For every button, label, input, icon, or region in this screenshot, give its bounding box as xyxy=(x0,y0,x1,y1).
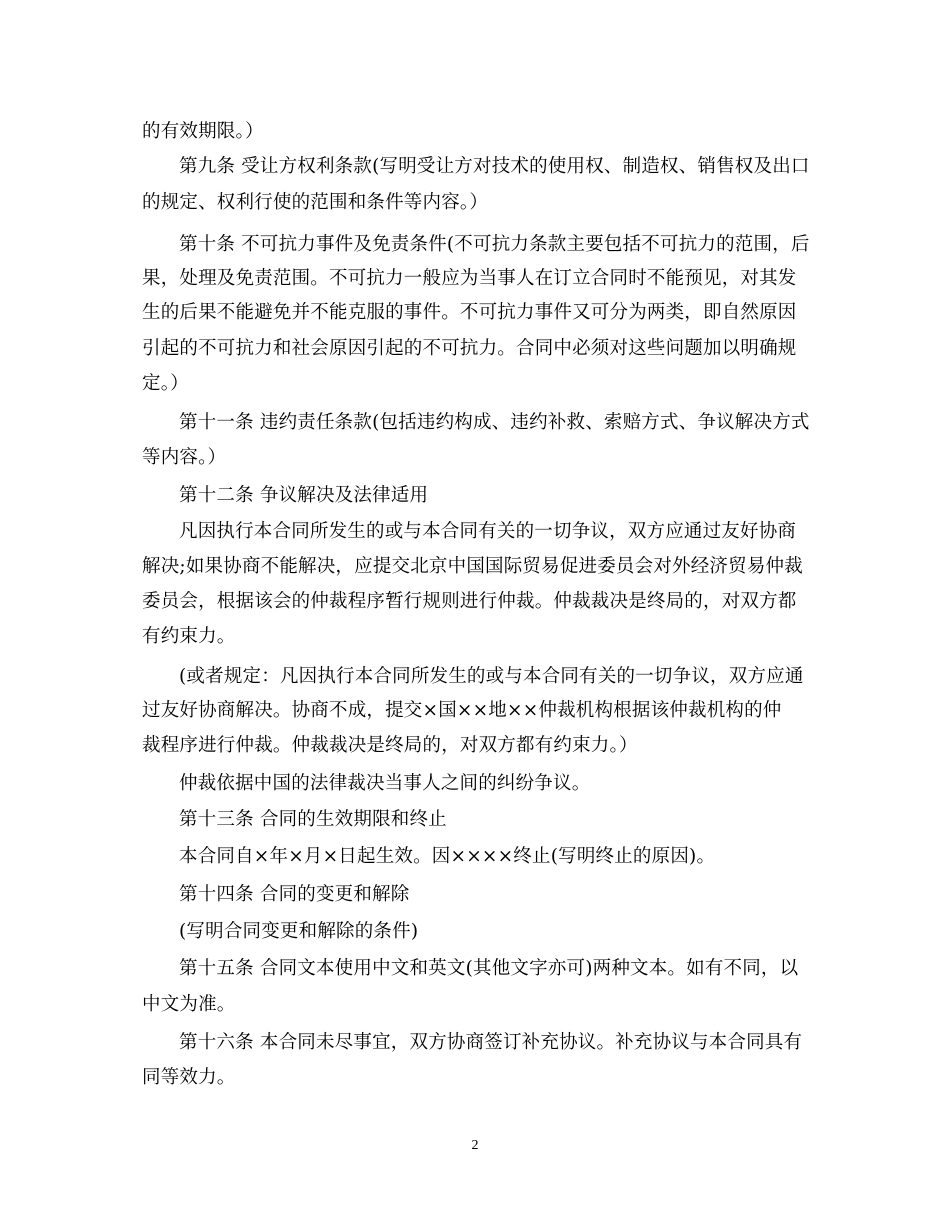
text-line: 等内容。） xyxy=(142,447,227,468)
text-line: 本合同自×年×月×日起生效。因××××终止(写明终止的原因)。 xyxy=(179,846,716,867)
text-line: 第十条 不可抗力事件及免责条件(不可抗力条款主要包括不可抗力的范围，后 xyxy=(179,234,810,255)
text-line: 凡因执行本合同所发生的或与本合同有关的一切争议，双方应通过友好协商 xyxy=(179,521,797,542)
text-line: 第十一条 违约责任条款(包括违约构成、违约补救、索赔方式、争议解决方式 xyxy=(179,412,810,433)
text-line: 引起的不可抗力和社会原因引起的不可抗力。合同中必须对这些问题加以明确规 xyxy=(142,338,797,359)
text-line: 生的后果不能避免并不能克服的事件。不可抗力事件又可分为两类，即自然原因 xyxy=(142,302,797,323)
text-line: (或者规定：凡因执行本合同所发生的或与本合同有关的一切争议，双方应通 xyxy=(179,666,804,687)
text-line: 的规定、权利行使的范围和条件等内容。） xyxy=(142,192,489,213)
text-line: 第十二条 争议解决及法律适用 xyxy=(179,485,429,506)
text-line: 仲裁依据中国的法律裁决当事人之间的纠纷争议。 xyxy=(179,773,591,794)
text-line: 第十四条 合同的变更和解除 xyxy=(179,884,410,905)
text-line: 定。） xyxy=(142,373,189,394)
text-line: 委员会，根据该会的仲裁程序暂行规则进行仲裁。仲裁裁决是终局的，对双方都 xyxy=(142,591,797,612)
text-line: 第十六条 本合同未尽事宜，双方协商签订补充协议。补充协议与本合同具有 xyxy=(179,1032,803,1053)
text-line: 第十五条 合同文本使用中文和英文(其他文字亦可)两种文本。如有不同，以 xyxy=(179,958,799,979)
text-line: 过友好协商解决。协商不成，提交×国××地××仲裁机构根据该仲裁机构的仲 xyxy=(142,700,782,721)
text-line: 的有效期限。） xyxy=(142,121,264,142)
text-line: 第九条 受让方权利条款(写明受让方对技术的使用权、制造权、销售权及出口 xyxy=(179,156,810,177)
text-line: 果，处理及免责范围。不可抗力一般应为当事人在订立合同时不能预见，对其发 xyxy=(142,268,797,289)
text-line: 裁程序进行仲裁。仲裁裁决是终局的，对双方都有约束力。） xyxy=(142,735,638,756)
text-line: 解决;如果协商不能解决，应提交北京中国国际贸易促进委员会对外经济贸易仲裁 xyxy=(142,556,803,577)
text-line: 同等效力。 xyxy=(142,1067,236,1088)
text-line: 第十三条 合同的生效期限和终止 xyxy=(179,809,447,830)
page-number: 2 xyxy=(471,1138,479,1153)
text-line: (写明合同变更和解除的条件) xyxy=(179,921,419,942)
text-line: 中文为准。 xyxy=(142,994,236,1015)
text-line: 有约束力。 xyxy=(142,626,236,647)
